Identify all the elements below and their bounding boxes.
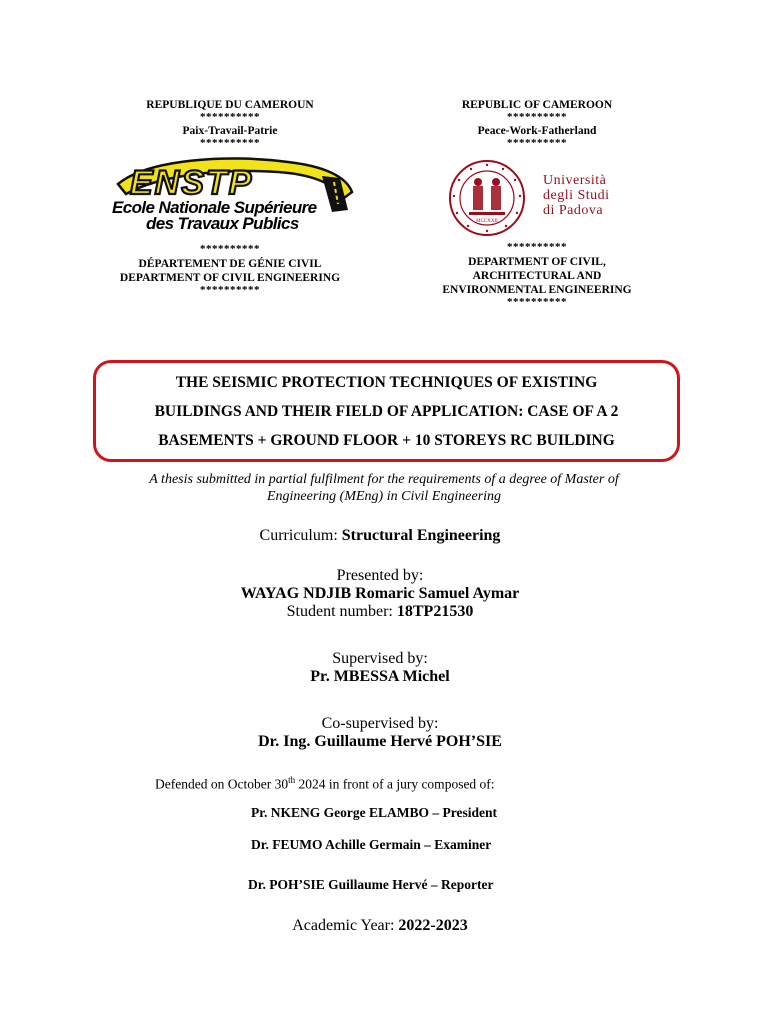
- defense-suffix: 2024 in front of a jury composed of:: [295, 776, 495, 792]
- jury-member: Dr. FEUMO Achille Germain – Examiner: [251, 837, 492, 852]
- student-number-label: Student number:: [286, 603, 397, 620]
- thesis-title-line2: BUILDINGS AND THEIR FIELD OF APPLICATION: CASE OF A 2: [154, 402, 619, 420]
- padova-line1: Università: [543, 173, 607, 188]
- enstp-line2: des Travaux Publics: [146, 214, 299, 233]
- motto-en: Peace-Work-Fatherland: [477, 125, 597, 137]
- presented-label: Presented by:: [336, 567, 424, 584]
- thesis-subtitle: [60, 471, 708, 505]
- defense-date-sup: th: [288, 775, 296, 785]
- left-header: [100, 98, 360, 148]
- stars-separator: **********: [200, 111, 260, 123]
- republic-fr: REPUBLIQUE DU CAMEROUN: [146, 99, 314, 111]
- supervisor-label: Supervised by:: [332, 650, 428, 667]
- supervisor-name: Pr. MBESSA Michel: [310, 668, 450, 685]
- cosupervisor-label: Co-supervised by:: [321, 715, 439, 732]
- enstp-name: [112, 200, 352, 232]
- academic-year-value: 2022-2023: [398, 917, 468, 934]
- student-number-line: [0, 603, 760, 621]
- padova-seal-icon: [447, 158, 527, 238]
- defense-statement: [155, 772, 495, 793]
- cosupervisor-name: Dr. Ing. Guillaume Hervé POH’SIE: [258, 733, 502, 750]
- department-line3: ENVIRONMENTAL ENGINEERING: [442, 284, 632, 296]
- stars-separator: **********: [507, 296, 567, 308]
- curriculum-label: Curriculum:: [259, 527, 342, 544]
- supervisor-block: [0, 650, 760, 686]
- department-line1: DEPARTMENT OF CIVIL,: [468, 256, 606, 268]
- stars-separator: **********: [507, 111, 567, 123]
- department-en: DEPARTMENT OF CIVIL ENGINEERING: [119, 272, 341, 284]
- stars-separator: **********: [200, 137, 260, 149]
- stars-separator: **********: [200, 284, 260, 296]
- right-header: [412, 98, 662, 148]
- defense-prefix: Defended on October 30: [155, 776, 289, 792]
- subtitle-line1: A thesis submitted in partial fulfilment for the requirements of a degree of Master of: [149, 472, 619, 487]
- seal-year: MCCXXII: [476, 219, 498, 224]
- curriculum-value: Structural Engineering: [341, 527, 501, 544]
- thesis-title-box: [93, 360, 680, 462]
- padova-line2: degli Studi: [543, 188, 610, 203]
- department-line2: ARCHITECTURAL AND: [472, 270, 602, 282]
- jury-member: Pr. NKENG George ELAMBO – President: [251, 805, 497, 820]
- republic-en: REPUBLIC OF CAMEROON: [461, 99, 613, 111]
- padova-line3: di Padova: [543, 203, 604, 218]
- motto-fr: Paix-Travail-Patrie: [182, 125, 278, 137]
- thesis-title-line3: BASEMENTS + GROUND FLOOR + 10 STOREYS RC BUILDING: [158, 431, 615, 449]
- right-department: [412, 242, 662, 307]
- jury-member: Dr. POH’SIE Guillaume Hervé – Reporter: [248, 877, 494, 892]
- stars-separator: **********: [200, 243, 260, 255]
- author-name: WAYAG NDJIB Romaric Samuel Aymar: [240, 585, 520, 602]
- enstp-acronym: ENSTP: [130, 164, 254, 202]
- stars-separator: **********: [507, 137, 567, 149]
- subtitle-line2: Engineering (MEng) in Civil Engineering: [266, 489, 502, 504]
- academic-year-label: Academic Year:: [292, 917, 399, 934]
- enstp-line1: Ecole Nationale Supérieure: [112, 198, 317, 217]
- cosupervisor-block: [0, 715, 760, 751]
- left-department: [100, 244, 360, 295]
- curriculum: [0, 527, 760, 545]
- stars-separator: **********: [507, 241, 567, 253]
- academic-year: [0, 917, 760, 935]
- thesis-title-line1: THE SEISMIC PROTECTION TECHNIQUES OF EXISTING: [175, 373, 598, 391]
- presented-block: [0, 567, 760, 621]
- department-fr: DÉPARTEMENT DE GÉNIE CIVIL: [138, 258, 322, 270]
- student-number-value: 18TP21530: [396, 603, 474, 620]
- padova-name: [543, 173, 610, 218]
